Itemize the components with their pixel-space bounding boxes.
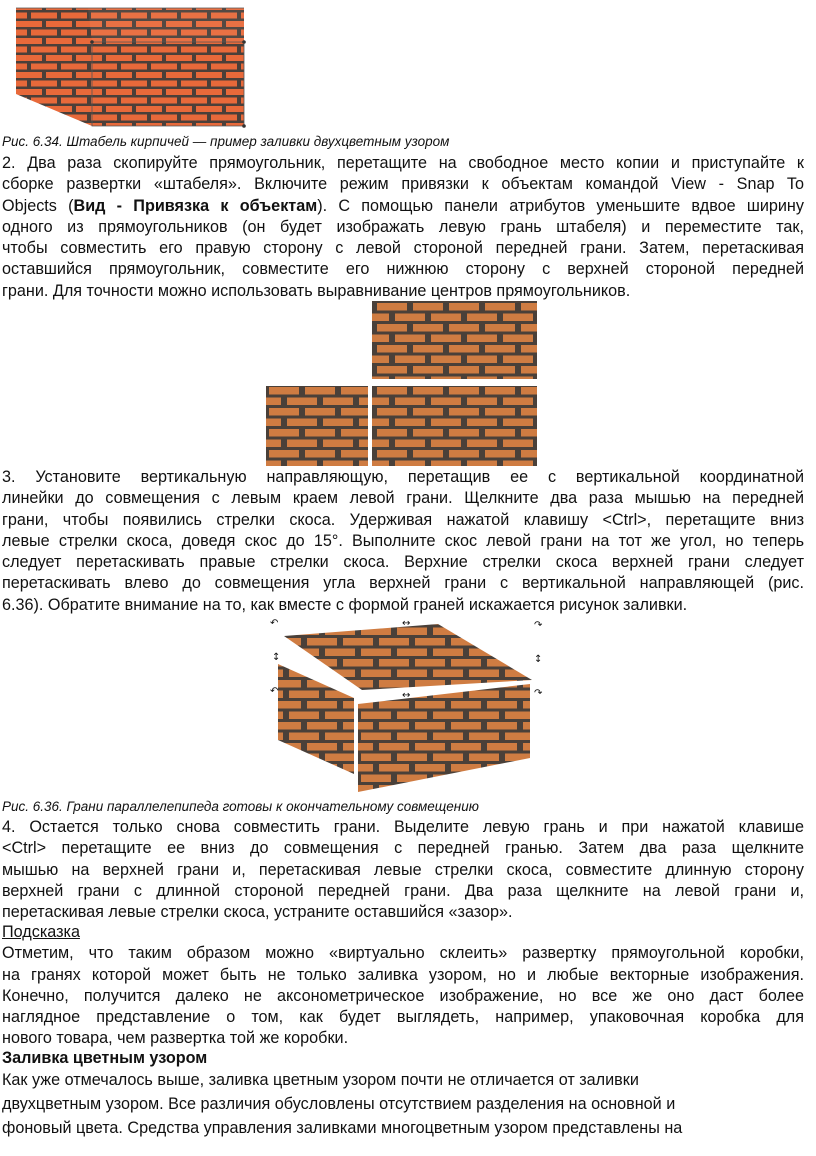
skewed-faces-illustration	[268, 614, 552, 796]
text-line: сборке развертки «штабеля». Включите режим привязки к объектам командой View - Snap To	[2, 175, 804, 194]
text-line: двухцветным узором. Все различия обусловлены отсутствием разделения на основной и	[2, 1095, 676, 1113]
text-line: одного из прямоугольников (он будет изображать левую грань штабеля) и переместите так,	[2, 217, 804, 236]
rotate-arrow-icon: ↶	[270, 618, 279, 629]
skew-arrow-icon: ↕	[534, 654, 543, 665]
hint-block	[2, 922, 804, 1050]
text-line: перетаскивая левые стрелки скоса, устраните оставшийся «зазор».	[2, 903, 513, 922]
text-line: Отметим, что таким образом можно «виртуально склеить» развертку прямоугольной коробки,	[2, 944, 804, 963]
figure-caption-634: Рис. 6.34. Штабель кирпичей — пример заливки двухцветным узором	[2, 134, 450, 149]
paragraph-color-pattern	[2, 1068, 804, 1140]
hint-title: Подсказка	[2, 923, 80, 941]
text-line: левые стрелки скоса, доведя скос до 15°. Выполните скос левой грани на тот же угол, но теперь	[2, 531, 804, 550]
text-line: наглядное представление о том, как будет выглядеть, например, упаковочная коробка для	[2, 1008, 804, 1027]
text-line: Как уже отмечалось выше, заливка цветным узором почти не отличается от заливки	[2, 1071, 639, 1089]
paragraph-step-2	[2, 153, 804, 302]
paragraph-step-4	[2, 817, 804, 923]
stack-front-face	[92, 42, 244, 126]
paragraph-step-3	[2, 467, 804, 616]
skewed-front-face	[358, 684, 530, 792]
text-line: мышью на верхней грани и, перетаскивая левые стрелки скоса, совместите длинную сторону	[2, 860, 804, 879]
menu-path-bold: Вид - Привязка к объектам	[73, 196, 318, 215]
text-line: линейки до совмещения с левым краем левой грани. Щелкните два раза мышью на передней	[2, 489, 804, 508]
figure-caption-636: Рис. 6.36. Грани параллелепипеда готовы к окончательному совмещению	[2, 799, 479, 814]
rotate-arrow-icon: ↶	[270, 686, 279, 697]
text-line: 6.36). Обратите внимание на то, как вместе с формой граней искажается рисунок заливки.	[2, 595, 688, 614]
text-line: грани, чтобы появились стрелки скоса. Удерживая нажатой клавишу <Ctrl>, перетащите вниз	[2, 510, 804, 529]
skew-arrow-icon: ↔	[402, 690, 411, 701]
rotate-arrow-icon: ↷	[534, 688, 543, 699]
left-rectangle	[266, 386, 368, 466]
skew-arrow-icon: ↕	[272, 652, 281, 663]
rotate-arrow-icon: ↷	[534, 620, 543, 631]
text-line: грани. Для точности можно использовать выравнивание центров прямоугольников.	[2, 281, 631, 300]
section-heading: Заливка цветным узором	[2, 1049, 208, 1067]
text-line: 2. Два раза скопируйте прямоугольник, перетащите на свободное место копии и приступайте к	[2, 154, 804, 172]
text-line: перетаскивать влево до совмещения угла верхней грани с вертикальной направляющей (рис.	[2, 574, 804, 593]
text-line: Конечно, получится далеко не аксонометрическое изображение, но все же оно даст более	[2, 986, 804, 1005]
text-line: нового товара, чем развертка той же коробки.	[2, 1029, 349, 1048]
text-line: оставшийся прямоугольник, совместите его нижнюю сторону с верхней стороной передней	[2, 260, 804, 279]
skewed-left-face	[278, 664, 354, 774]
text-line: чтобы совместить его правую сторону с левой стороной передней грани. Затем, перетаскивая	[2, 239, 804, 258]
skewed-top-face	[284, 624, 532, 690]
text-line: фоновый цвета. Средства управления заливками многоцветным узором представлены на	[2, 1119, 683, 1137]
text-line: на гранях которой может быть не только заливка узором, но и любые векторные изображения.	[2, 965, 804, 984]
text-line: верхней грани с длинной стороной передней грани. Два раза щелкните на левой грани и,	[2, 881, 804, 900]
front-rectangle	[372, 386, 537, 466]
text-line: 4. Остается только снова совместить грани. Выделите левую грань и при нажатой клавише	[2, 818, 804, 836]
top-rectangle	[372, 301, 537, 379]
skew-arrow-icon: ↔	[402, 618, 411, 629]
text-line: <Ctrl> перетащите ее вниз до совмещения с передней гранью. Затем два раза щелкните	[2, 839, 804, 858]
text-line: Objects (Вид - Привязка к объектам). С помощью панели атрибутов уменьшите вдвое ширину	[2, 196, 804, 215]
brick-unfold-illustration	[266, 300, 540, 468]
brick-stack-illustration	[14, 2, 250, 128]
text-line: следует перетаскивать правые стрелки скоса. Верхние стрелки скоса верхней грани следует	[2, 553, 804, 572]
text-line: 3. Установите вертикальную направляющую, перетащив ее с вертикальной координатной	[2, 468, 804, 486]
